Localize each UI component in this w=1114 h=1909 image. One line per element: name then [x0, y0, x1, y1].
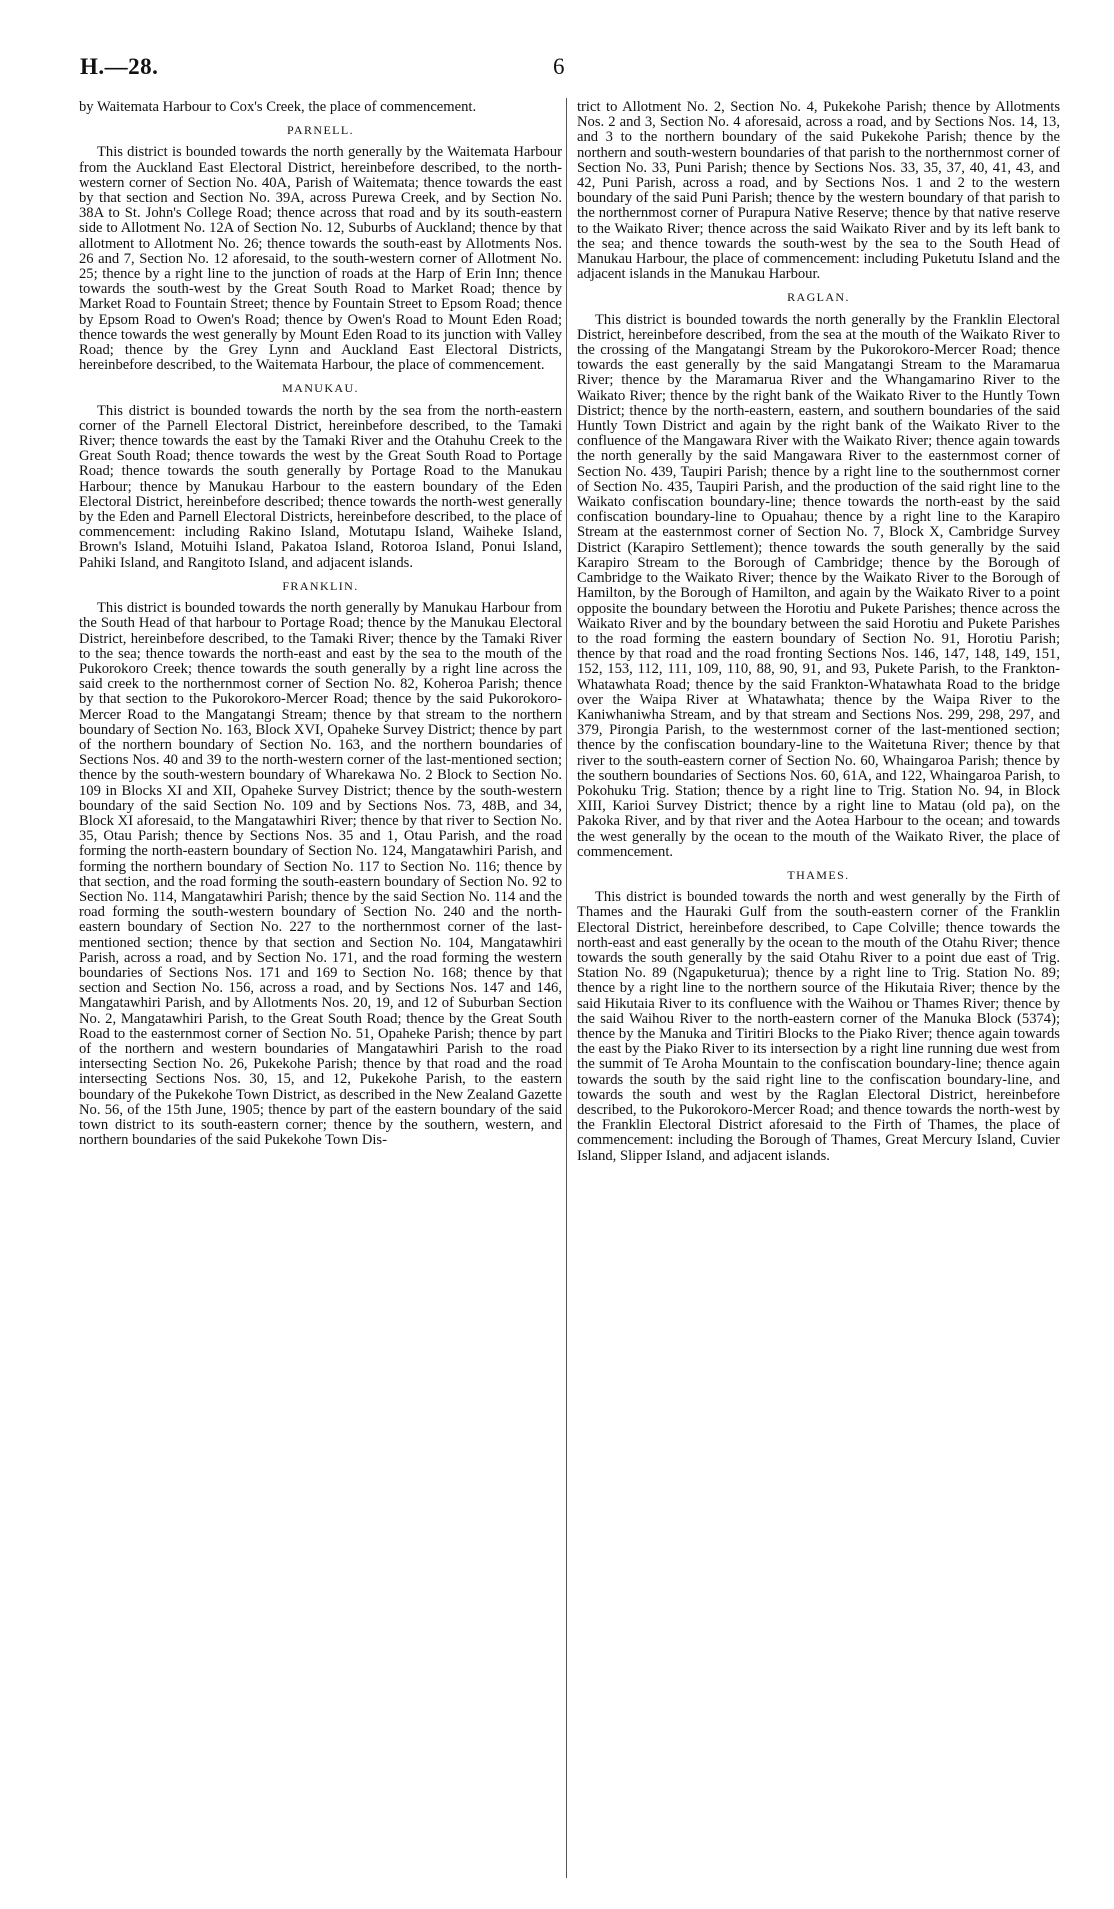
section-text-thames: This district is bounded towards the north and west generally by the Firth of Thames and the Hauraki Gulf from the south-eastern corner of the Franklin Electoral District, hereinbefore described, to Cape Colville; thence towards the north-east and east generally by the ocean to the mouth of the Otahu River; thence towards the south generally by the said Otahu River to a point due east of Trig. Station No. 89 (Ngapuketurua); thence by a right line to Trig. Station No. 89; thence by a right line to the northern source of the Hikutaia River; thence by the said Hikutaia River to its confluence with the Waihou or Thames River; thence by the said Waihou River to the north-eastern corner of the Manuka Block (5374); thence by the Manuka and Tiritiri Blocks to the Piako River; thence again towards the east by the Piako River to its intersection by a right line running due west from the summit of Te Aroha Mountain to the confiscation boundary-line; thence again towards the south by the said right line to the confiscation boundary-line, and towards the south and west by the Raglan Electoral District, hereinbefore described, to the Pukorokoro-Mercer Road; and thence towards the north-west by the Franklin Electoral District aforesaid to the Firth of Thames, the place of commencement: including the Borough of Thames, Great Mercury Island, Cuvier Island, Slipper Island, and adjacent islands.	[577, 889, 1060, 1164]
section-heading-manukau: MANUKAU.	[282, 381, 359, 396]
franklin-continuation: trict to Allotment No. 2, Section No. 4, Pukekohe Parish; thence by Allotments Nos. 2 and 3, Section No. 4 aforesaid, across a road, and by Sections Nos. 14, 13, and 3 to the northern boundary of the said Pukekohe Parish; thence by the northern and south-western boundaries of that parish to the northernmost corner of Section No. 33, Puni Parish; thence by Sections Nos. 33, 35, 37, 40, 41, 43, and 42, Puni Parish, across a road, and by Sections Nos. 1 and 2 to the western boundary of the said Puni Parish; thence by the western boundary of that parish to the northernmost corner of Purapura Native Reserve; thence by that native reserve to the Waikato River; thence across the said Waikato River and by its left bank to the sea; and thence towards the south-west by the sea to the South Head of Manukau Harbour, the place of commencement: including Puketutu Island and the adjacent islands in the Manukau Harbour.	[577, 99, 1060, 283]
section-heading-parnell: PARNELL.	[286, 123, 355, 138]
section-text-parnell: This district is bounded towards the north generally by the Waitemata Harbour from the Auckland East Electoral District, hereinbefore described, to the north-western corner of Section No. 40A, Parish of Waitemata; thence towards the east by that section and Section No. 39A, across Purewa Creek, and by Section No. 38A to St. John's College Road; thence across that road and by its south-eastern side to Allotment No. 12A of Section No. 12, Suburbs of Auckland; thence by that allotment to Allotment No. 26; thence towards the south-east by Allotments Nos. 26 and 7, Section No. 12 aforesaid, to the south-western corner of Allotment No. 25; thence by a right line to the junction of roads at the Harp of Erin Inn; thence towards the south-west by the Great South Road to Market Road; thence by Market Road to Fountain Street; thence by Fountain Street to Epsom Road; thence by Epsom Road to Owen's Road; thence by Owen's Road to Mount Eden Road; thence towards the west generally by Mount Eden Road to its junction with Valley Road; thence by the Grey Lynn and Auckland East Electoral Districts, hereinbefore described, to the Waitemata Harbour, the place of commencement.	[79, 144, 562, 374]
page-number: 6	[553, 54, 565, 79]
section-text-manukau: This district is bounded towards the north by the sea from the north-eastern corner of the Parnell Electoral District, hereinbefore described, to the Tamaki River; thence towards the east by the Tamaki River and the Otahuhu Creek to the Great South Road; thence towards the west by the Great South Road to Portage Road; thence towards the south generally by Portage Road to the Manukau Harbour; thence by Manukau Harbour to the eastern boundary of the Eden Electoral District, hereinbefore described; thence towards the north-west generally by the Eden and Parnell Electoral Districts, hereinbefore described, to the place of commencement: including Rakino Island, Motutapu Island, Waiheke Island, Brown's Island, Motuihi Island, Pakatoa Island, Rotoroa Island, Ponui Island, Pahiki Island, and Rangitoto Island, and adjacent islands.	[79, 402, 562, 571]
column-divider	[566, 98, 567, 1878]
section-heading-thames: THAMES.	[787, 867, 850, 882]
section-heading-franklin: FRANKLIN.	[282, 578, 359, 593]
right-column	[577, 100, 1060, 1164]
section-heading-raglan: RAGLAN.	[787, 290, 850, 305]
section-text-raglan: This district is bounded towards the north generally by the Franklin Electoral District, hereinbefore described, from the sea at the mouth of the Waikato River to the crossing of the Mangatangi Stream by the Pukorokoro-Mercer Road; thence towards the east generally by the said Mangatangi Stream to the Maramarua River; thence by the Maramarua River and the Whangamarino River to the Waikato River; thence by the right bank of the Waikato River to the Huntly Town District; thence by the north-eastern, eastern, and southern boundaries of the said Huntly Town District and again by the right bank of the Waikato River to the confluence of the Mangawara River with the Waikato River; thence again towards the north generally by the said Mangawara River to the easternmost corner of Section No. 439, Taupiri Parish; thence by a right line to the southernmost corner of Section No. 435, Taupiri Parish, and the production of the said right line to the Waikato confiscation boundary-line; thence towards the north-east by the said confiscation boundary-line to Opuahau; thence by a right line to the Karapiro Stream at the easternmost corner of Section No. 7, Block X, Cambridge Survey District (Karapiro Settlement); thence towards the south generally by the said Karapiro Stream to the Borough of Cambridge; thence by the Borough of Cambridge to the Waikato River; thence by the Waikato River to the Borough of Hamilton, by the Borough of Hamilton, and again by the Waikato River to a point opposite the boundary between the Horotiu and Pukete Parishes; thence across the Waikato River and by the boundary between the said Horotiu and Pukete Parishes to the road forming the eastern boundary of Section No. 91, Horotiu Parish; thence by that road and the road fronting Sections Nos. 146, 147, 148, 149, 151, 152, 153, 112, 111, 109, 110, 88, 90, 91, and 93, Pukete Parish, to the Frankton-Whatawhata Road; thence by the said Frankton-Whatawhata Road to the bridge over the Waipa River at Whatawhata; thence by the Waipa River to the Kaniwhaniwha Stream, and by that stream and Sections Nos. 299, 298, 297, and 379, Pirongia Parish, to the westernmost corner of the last-mentioned section; thence by the confiscation boundary-line to the Waitetuna River; thence by that river to the south-eastern corner of Section No. 60, Whaingaroa Parish; thence by the southern boundaries of Sections Nos. 60, 61A, and 122, Whaingaroa Parish, to Pokohuku Trig. Station; thence by a right line to Trig. Station No. 94, in Block XIII, Karioi Survey District; thence by a right line to Matau (old pa), on the Pakoka River, and by that river and the Aotea Harbour to the ocean; and towards the west generally by the ocean to the mouth of the Waikato River, the place of commencement.	[577, 311, 1060, 860]
left-column	[79, 100, 562, 1148]
intro-fragment: by Waitemata Harbour to Cox's Creek, the place of commencement.	[79, 99, 477, 115]
document-reference: H.—28.	[80, 54, 159, 79]
section-text-franklin: This district is bounded towards the north generally by Manukau Harbour from the South Head of that harbour to Portage Road; thence by the Manukau Electoral District, hereinbefore described, to the Tamaki River; thence by the Tamaki River to the sea; thence towards the north-east and east by the sea to the mouth of the Pukorokoro Creek; thence towards the south generally by a right line across the said creek to the northernmost corner of Section No. 82, Koheroa Parish; thence by that section to the Pukorokoro-Mercer Road; thence by the said Pukorokoro-Mercer Road to the Mangatangi Stream; thence by that stream to the northern boundary of Section No. 163, Block XVI, Opaheke Survey District; thence by part of the northern boundary of Section No. 163, and the northern boundaries of Sections Nos. 40 and 39 to the north-western corner of the last-mentioned section; thence by the south-western boundary of Wharekawa No. 2 Block to Section No. 109 in Blocks XI and XII, Opaheke Survey District; thence by the south-western boundary of the said Section No. 109 and by Sections Nos. 73, 48B, and 34, Block XI aforesaid, to the Mangatawhiri River; thence by that river to Section No. 35, Otau Parish; thence by Sections Nos. 35 and 1, Otau Parish, and the road forming the north-eastern boundary of Section No. 124, Mangatawhiri Parish, and forming the northern boundary of Section No. 117 to Section No. 116; thence by that section, and the road forming the south-eastern boundary of Section No. 92 to Section No. 114, Mangatawhiri Parish; thence by the said Section No. 114 and the road forming the south-western boundary of Section No. 240 and the north-eastern boundary of Section No. 227 to the northernmost corner of the last-mentioned section; thence by that section and Section No. 104, Mangatawhiri Parish, across a road, and by Section No. 171, and the road forming the western boundaries of Sections Nos. 171 and 169 to Section No. 168; thence by that section and Section No. 156, across a road, and by Sections Nos. 147 and 146, Mangatawhiri Parish, and by Allotments Nos. 20, 19, and 12 of Suburban Section No. 2, Mangatawhiri Parish, to the Great South Road; thence by the Great South Road to the easternmost corner of Section No. 51, Opaheke Parish; thence by part of the northern and western boundaries of Mangatawhiri Parish to the road intersecting Section No. 26, Pukekohe Parish; thence by that road and the road intersecting Sections Nos. 30, 15, and 12, Pukekohe Parish, to the eastern boundary of the Pukekohe Town District, as described in the New Zealand Gazette No. 56, of the 15th June, 1905; thence by part of the eastern boundary of the said town district to its south-eastern corner; thence by the southern, western, and northern boundaries of the said Pukekohe Town Dis-	[79, 600, 562, 1149]
